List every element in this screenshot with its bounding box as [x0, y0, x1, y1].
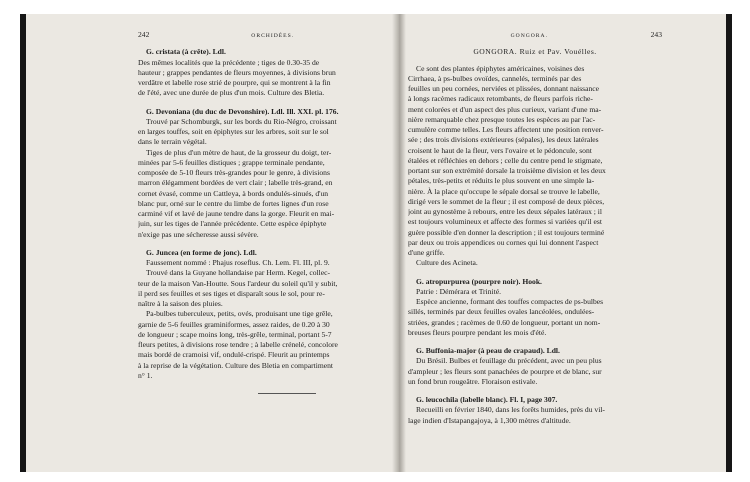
text-line: de longueur ; scape moins long, très-grêle, terminal, portant 5-7: [138, 329, 332, 339]
text-line: pétales, très-petits et réduits le plus souvent en une simple la-: [408, 176, 595, 186]
text-line: verdâtre et labelle rose strié de pourpre, qui se montrent à la fin: [138, 78, 331, 87]
text-line: blanc pur, orné sur le centre du limbe de fortes lignes d'un rose: [138, 198, 329, 208]
text-line: Trouvé dans la Guyane hollandaise par Herm. Kegel, collec-: [146, 268, 331, 278]
text-line: dans le terrain végétal.: [138, 137, 207, 147]
text-line: striées, grandes ; racèmes de 0.60 de longueur, portant un nom-: [408, 317, 601, 327]
entry-devoniana: [138, 107, 396, 240]
text-line: un fond brun rougeâtre. Floraison estivale.: [408, 376, 538, 386]
left-running-head: [138, 30, 396, 41]
entry-leucochila: [408, 395, 662, 426]
entry-atropurpurea: [408, 277, 662, 339]
right-running-head: [408, 30, 662, 41]
right-page-number: 243: [650, 30, 662, 39]
entry-juncea: [138, 248, 396, 381]
text-line: à longs racèmes radicaux retombants, de fleurs parfois riche-: [408, 94, 593, 104]
text-line: étalées et réfléchies en dehors ; celle du centre pend le stigmate,: [408, 155, 603, 165]
section-divider-rule: [258, 393, 316, 394]
text-line: de l'été, avec une durée de plus d'un mois. Culture des Bletia.: [138, 88, 325, 98]
text-line: Du Brésil. Bulbes et feuillage du précédent, avec un peu plus: [416, 356, 602, 366]
entry-title: G. leucochila (labelle blanc). Fl. I, page 307.: [416, 395, 558, 404]
text-line: minées par 5-6 feuilles distiques ; grappe terminale pendante,: [138, 157, 325, 167]
text-line: n'exige pas une sécheresse aussi sévère.: [138, 229, 259, 239]
entry-buffonia-major: [408, 346, 662, 387]
text-line: croisent le haut de la fleur, vers l'ovaire et le pédoncule, sont: [408, 145, 592, 155]
text-line: lage indien d'Istapangajoya, à 1,300 mètres d'altitude.: [408, 415, 571, 425]
text-line: Espèce ancienne, formant des touffes compactes de ps-bulbes: [416, 297, 604, 306]
right-page: [408, 30, 662, 426]
entry-cristata: [138, 47, 396, 98]
text-line: composée de 5-10 fleurs très-grandes pour le genre, à divisions: [138, 168, 330, 177]
text-line: joint au gynostème à rebours, entre les deux sépales latéraux ; il: [408, 207, 603, 216]
text-line: breuses fleurs pourpre pendant les mois d'été.: [408, 327, 547, 337]
text-line: est toujours volumineux et affecte des formes si variées qu'il est: [408, 217, 602, 227]
text-line: en larges touffes, soit en épiphytes sur les arbres, soit sur le sol: [138, 127, 329, 136]
text-line: dirigé vers le sommet de la fleur ; il est composé de deux pièces,: [408, 196, 605, 206]
genus-introduction: [408, 64, 662, 269]
text-line: Trouvé par Schomburgk, sur les bords du Rio-Négro, croissant: [146, 116, 337, 126]
text-line: Faussement nommé : Phajus roseflus. Ch. Lem. Fl. III, pl. 9.: [146, 258, 330, 267]
left-running-title: ORCHIDÉES.: [251, 33, 295, 39]
entry-title: G. cristata (à crête). Ldl.: [146, 47, 226, 57]
text-line: naître à la saison des pluies.: [138, 299, 223, 308]
text-line: carminé vif et lavé de jaune tendre dans la gorge. Fleurit en mai-: [138, 209, 335, 218]
text-line: il perd ses feuilles et ses tiges et disparaît sous le sol, pour re-: [138, 288, 325, 298]
entry-title: G. Devoniana (du duc de Devonshire). Ldl. Ill. XXI. pl. 176.: [146, 106, 339, 116]
text-line: portant sur son extrémité dorsale la troisième division et les deux: [408, 166, 606, 175]
text-line: teur de la maison Van-Houtte. Sous l'ardeur du soleil qu'il y subit,: [138, 278, 338, 288]
text-line: Des mêmes localités que la précédente ; tiges de 0.30-35 de: [138, 57, 320, 67]
left-page: [138, 30, 396, 394]
text-line: nière. À la place qu'occupe le sépale dorsal se trouve le labelle,: [408, 186, 600, 196]
text-line: cumulère comme telles. Les fleurs affectent une position renver-: [408, 125, 604, 134]
text-line: d'une griffe.: [408, 248, 445, 257]
text-line: sillés, terminés par deux feuilles ovales lancéolées, ondulées-: [408, 307, 595, 317]
text-line: nière remarquable chez presque toutes les espèces au par l'ac-: [408, 114, 596, 124]
text-line: Ce sont des plantes épiphytes américaines, voisines des: [416, 63, 585, 73]
text-line: à la reprise de la végétation. Culture des Bletia en compartiment: [138, 360, 334, 370]
text-line: hauteur ; grappes pendantes de fleurs moyennes, à divisions brun: [138, 67, 336, 77]
entry-title: G. atropurpurea (pourpre noir). Hook.: [416, 276, 542, 286]
text-line: juin, sur les tiges de l'année précédente. Cette espèce épiphyte: [138, 219, 327, 229]
text-line: cornet évasé, comme un Cattleya, à bords ondulés-sinués, d'un: [138, 188, 329, 198]
scan-border-left: [20, 14, 26, 472]
scan-border-right: [726, 14, 732, 472]
text-line: garnie de 5-6 feuilles graminiformes, assez raides, de 0.20 à 30: [138, 319, 330, 329]
text-line: Cirrhaea, à ps-bulbes ovoïdes, cannelés, terminés par des: [408, 73, 582, 83]
text-line: guère possible d'en donner la description ; il est toujours terminé: [408, 227, 605, 237]
text-line: marron élégamment bordées de vert clair ; labelle très-grand, en: [138, 178, 333, 188]
text-line: Pa-bulbes tuberculeux, petits, ovés, produisant une tige grêle,: [146, 309, 333, 319]
text-line: feuilles un peu cornées, nerviées et plissées, donnant naissance: [408, 84, 600, 93]
text-line: sée ; des trois divisions extérieures (sépales), les deux latérales: [408, 135, 599, 145]
text-line: Culture des Acineta.: [416, 258, 478, 268]
chapter-title: GONGORA. Ruiz et Pav. Vouélles.: [473, 47, 597, 57]
entry-title: G. Buffonia-major (à peau de crapaud). Ldl.: [416, 346, 560, 355]
text-line: Tiges de plus d'un mètre de haut, de la grosseur du doigt, ter-: [146, 147, 332, 157]
text-line: mais bordé de cramoisi vif, ondulé-crispé. Fleurit au printemps: [138, 350, 330, 360]
right-running-title: GONGORA.: [510, 33, 548, 39]
text-line: Patrie : Démérara et Trinité.: [416, 286, 501, 296]
text-line: n° 1.: [138, 370, 153, 380]
text-line: ment colorées et d'un aspect des plus curieux, variant d'une ma-: [408, 104, 602, 114]
left-page-number: 242: [138, 30, 150, 39]
entry-title: G. Juncea (en forme de jonc). Ldl.: [146, 247, 257, 257]
text-line: Recueilli en février 1840, dans les forêts humides, près du vil-: [416, 405, 605, 415]
text-line: d'ampleur ; les fleurs sont panachées de pourpre et de blanc, sur: [408, 366, 602, 376]
text-line: par deux ou trois appendices ou cornes qui lui donnent l'aspect: [408, 237, 599, 247]
text-line: fleurs petites, à divisions rose tendre ; à labelle crénelé, concolore: [138, 340, 338, 349]
